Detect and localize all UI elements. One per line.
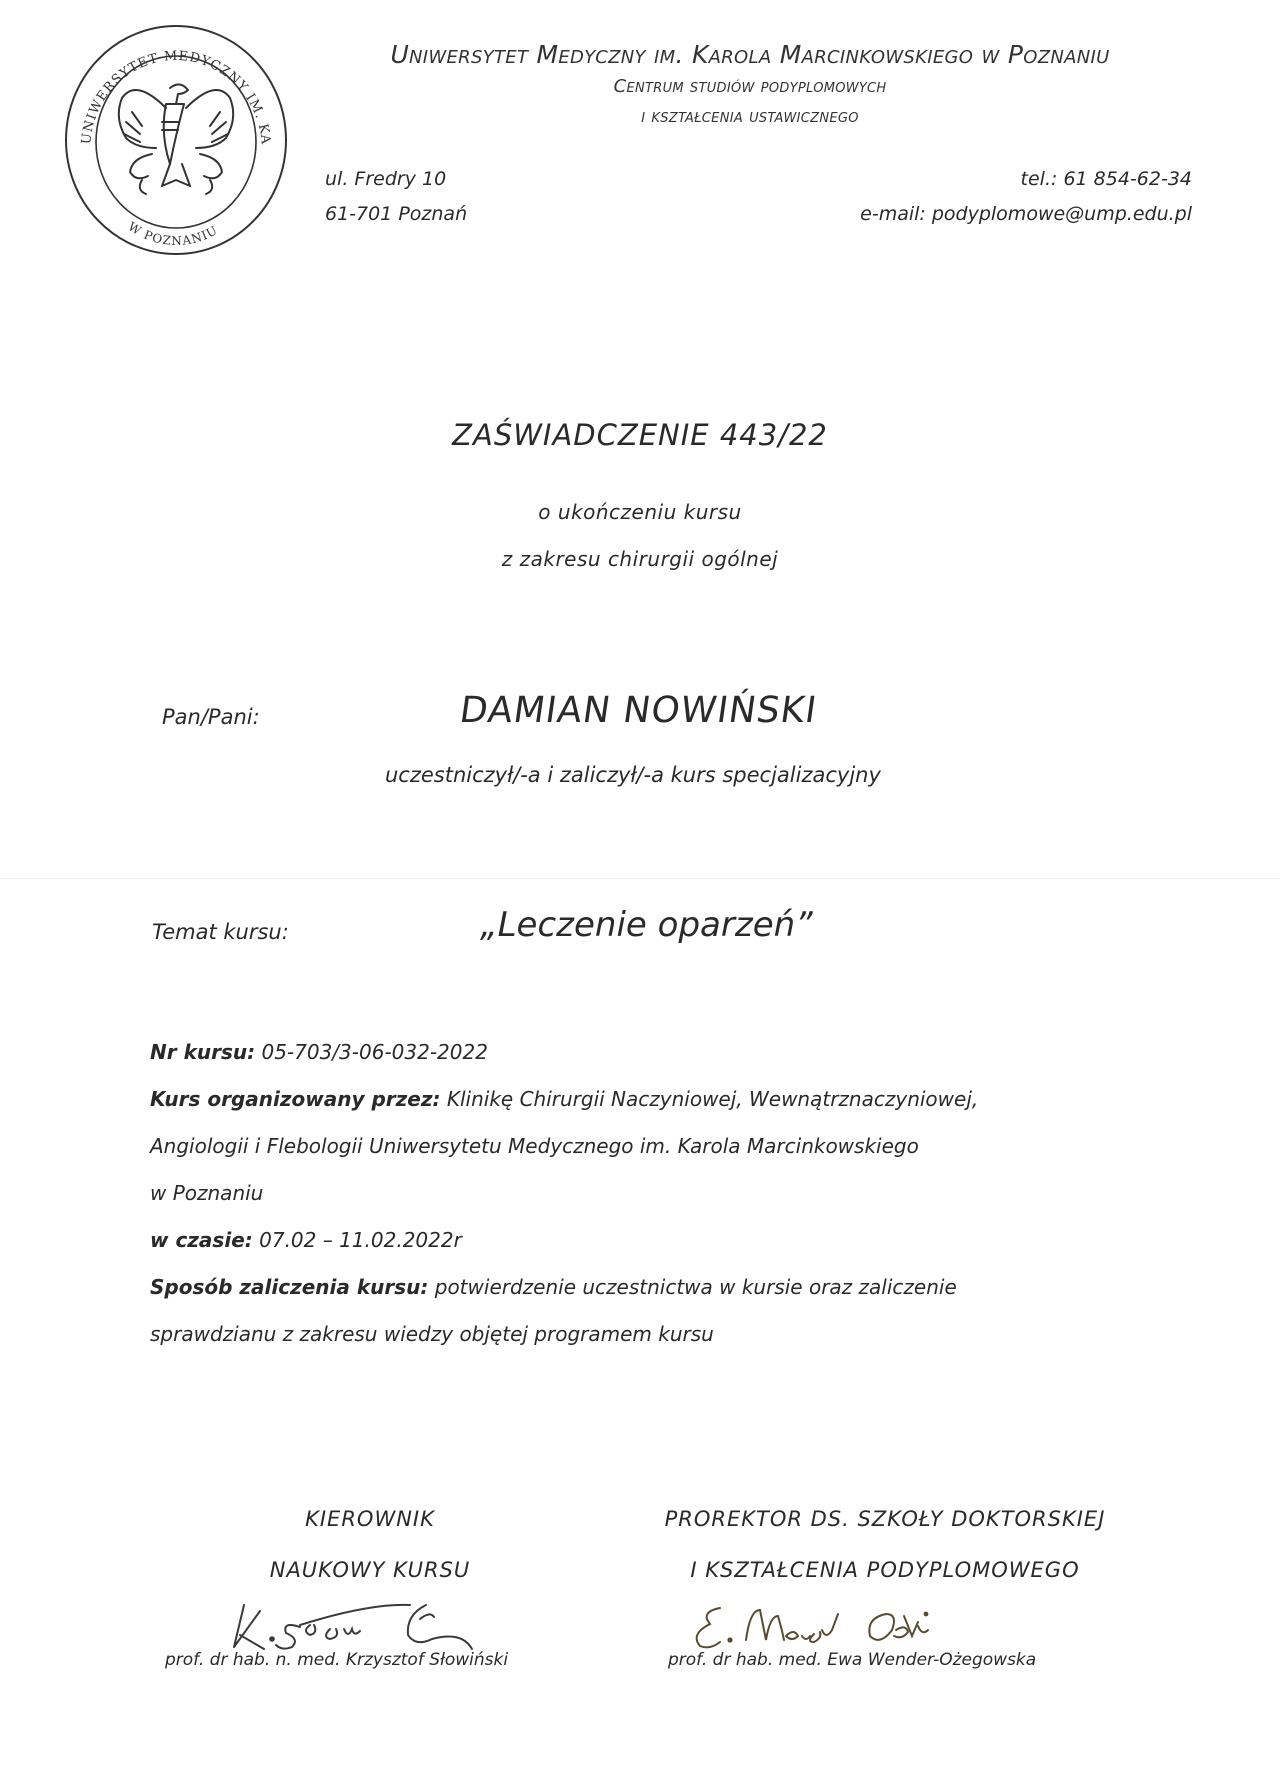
seal-text-top: UNIWERSYTET MEDYCZNY IM. KA xyxy=(79,48,273,146)
completion-row xyxy=(150,1275,957,1299)
phone-number: tel.: 61 854-62-34 xyxy=(1020,168,1192,190)
eagle-seal-icon xyxy=(62,22,290,258)
handwritten-signature-icon xyxy=(230,1595,510,1655)
signature-1 xyxy=(230,1595,510,1655)
address-city: 61-701 Poznań xyxy=(325,203,468,225)
signatory-1-name: prof. dr hab. n. med. Krzysztof Słowiński xyxy=(165,1650,509,1670)
handwritten-signature-icon xyxy=(690,1600,1030,1650)
organizer-label: Kurs organizowany przez: xyxy=(150,1087,441,1111)
signatory-2-name: prof. dr hab. med. Ewa Wender-Ożegowska xyxy=(668,1650,1037,1670)
completion-line-1: potwierdzenie uczestnictwa w kursie oraz zaliczenie xyxy=(434,1275,957,1299)
centre-name-line2: i kształcenia ustawicznego xyxy=(641,106,859,127)
organizer-row xyxy=(150,1087,978,1111)
signatory-2-title-line-1: PROREKTOR DS. SZKOŁY DOKTORSKIEJ xyxy=(664,1507,1106,1531)
svg-text:UNIWERSYTET MEDYCZNY IM. KAROL xyxy=(62,22,273,146)
svg-text:W POZNANIU xyxy=(126,219,221,248)
course-number-label: Nr kursu: xyxy=(150,1040,256,1064)
signatory-1-title-line-2: NAUKOWY KURSU xyxy=(269,1558,471,1582)
address-street: ul. Fredry 10 xyxy=(325,168,447,190)
university-name: Uniwersytet Medyczny im. Karola Marcinkowskiego w Poznaniu xyxy=(390,40,1110,69)
period-label: w czasie: xyxy=(150,1228,253,1252)
signature-2 xyxy=(690,1600,1030,1650)
recipient-name: DAMIAN NOWIŃSKI xyxy=(457,690,820,731)
signatory-2-title-line-2: I KSZTAŁCENIA PODYPLOMOWEGO xyxy=(690,1558,1080,1582)
completion-label: Sposób zaliczenia kursu: xyxy=(150,1275,429,1299)
topic-label: Temat kursu: xyxy=(152,920,289,944)
course-number-row xyxy=(150,1040,488,1064)
certificate-subtitle-2: z zakresu chirurgii ogólnej xyxy=(501,547,779,571)
email-address: e-mail: podyplomowe@ump.edu.pl xyxy=(860,203,1192,225)
signatory-1-title-line-1: KIEROWNIK xyxy=(305,1507,435,1531)
completion-line-2: sprawdzianu z zakresu wiedzy objętej programem kursu xyxy=(150,1322,714,1346)
organizer-line-1: Klinikę Chirurgii Naczyniowej, Wewnątrznaczyniowej, xyxy=(446,1087,979,1111)
recipient-label: Pan/Pani: xyxy=(162,705,260,729)
certificate-title: ZAŚWIADCZENIE 443/22 xyxy=(452,418,828,452)
scan-artifact-line xyxy=(0,878,1280,879)
course-topic: „Leczenie oparzeń” xyxy=(480,905,813,945)
organizer-line-3: w Poznaniu xyxy=(150,1181,264,1205)
participation-statement: uczestniczył/-a i zaliczył/-a kurs specjalizacyjny xyxy=(385,763,881,787)
organizer-line-2: Angiologii i Flebologii Uniwersytetu Medycznego im. Karola Marcinkowskiego xyxy=(150,1134,919,1158)
certificate-subtitle-1: o ukończeniu kursu xyxy=(538,500,742,524)
course-period: 07.02 – 11.02.2022r xyxy=(259,1228,462,1252)
seal-text-bottom: W POZNANIU xyxy=(125,219,221,248)
centre-name-line1: Centrum studiów podyplomowych xyxy=(613,76,887,97)
period-row xyxy=(150,1228,462,1252)
course-number: 05-703/3-06-032-2022 xyxy=(261,1040,488,1064)
university-seal xyxy=(62,22,290,258)
